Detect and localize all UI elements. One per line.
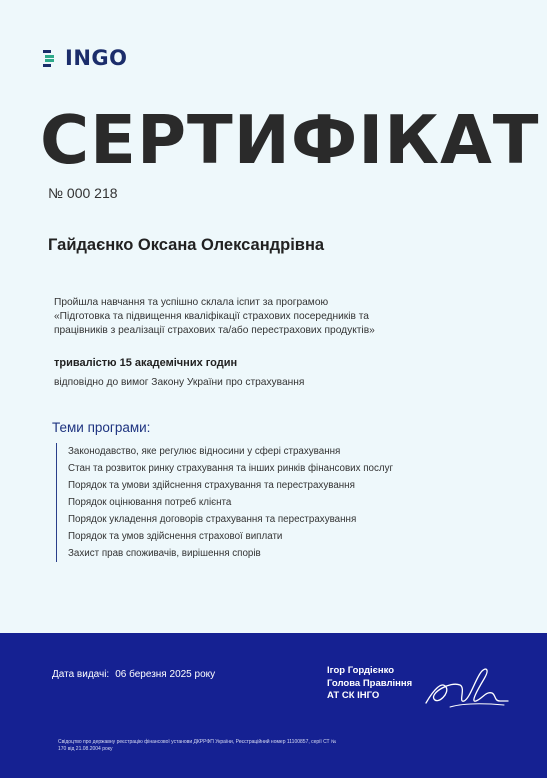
- logo-text: INGO: [65, 46, 128, 70]
- handwritten-signature: [420, 659, 510, 715]
- topic-item: Порядок та умов здійснення страхової виплати: [68, 531, 283, 542]
- issue-date: [52, 669, 221, 680]
- law-reference: відповідно до вимог Закону України про страхування: [54, 377, 305, 388]
- certificate-title: СЕРТИФІКАТ: [40, 101, 540, 179]
- issue-date-value: 06 березня 2025 року: [115, 669, 216, 680]
- registration-fine-print: Свідоцтво про державну реєстрацію фінансової установи ДКРРФП України, Реєстраційний номер 11100857, серії СТ № 170 від 21.08.2004 року: [58, 739, 337, 752]
- ingo-stripes-logo-icon: [42, 48, 62, 68]
- topic-item: Захист прав споживачів, вирішення спорів: [68, 548, 261, 559]
- topic-item: Законодавство, яке регулює відносини у сфері страхування: [68, 446, 341, 457]
- signer-company: АТ СК ІНГО: [327, 690, 380, 701]
- ingo-logo: [42, 46, 127, 70]
- statement-line: «Підготовка та підвищення кваліфікації страхових посередників та: [54, 311, 369, 322]
- statement-line: Пройшла навчання та успішно склала іспит за програмою: [54, 297, 329, 308]
- issue-date-label: Дата видачі:: [52, 669, 110, 680]
- course-duration: тривалістю 15 академічних годин: [54, 357, 238, 369]
- topic-item: Порядок укладення договорів страхування та перестрахування: [68, 514, 357, 525]
- completion-statement: [54, 296, 494, 338]
- topics-list: [56, 443, 393, 562]
- topic-item: Порядок та умови здійснення страхування та перестрахування: [68, 480, 355, 491]
- signer-position: Голова Правління: [327, 677, 413, 689]
- signer-block: [327, 665, 412, 703]
- certificate-number: № 000 218: [48, 185, 118, 201]
- topic-item: Стан та розвиток ринку страхування та інших ринків фінансових послуг: [68, 463, 394, 474]
- recipient-name: Гайдаєнко Оксана Олександрівна: [48, 236, 325, 254]
- topics-heading: Теми програми:: [52, 420, 151, 435]
- signer-name: Ігор Гордієнко: [327, 665, 395, 676]
- footer-band: [0, 633, 547, 778]
- statement-line: працівників з реалізації страхових та/або перестрахових продуктів»: [54, 325, 375, 336]
- topic-item: Порядок оцінювання потреб клієнта: [68, 497, 232, 508]
